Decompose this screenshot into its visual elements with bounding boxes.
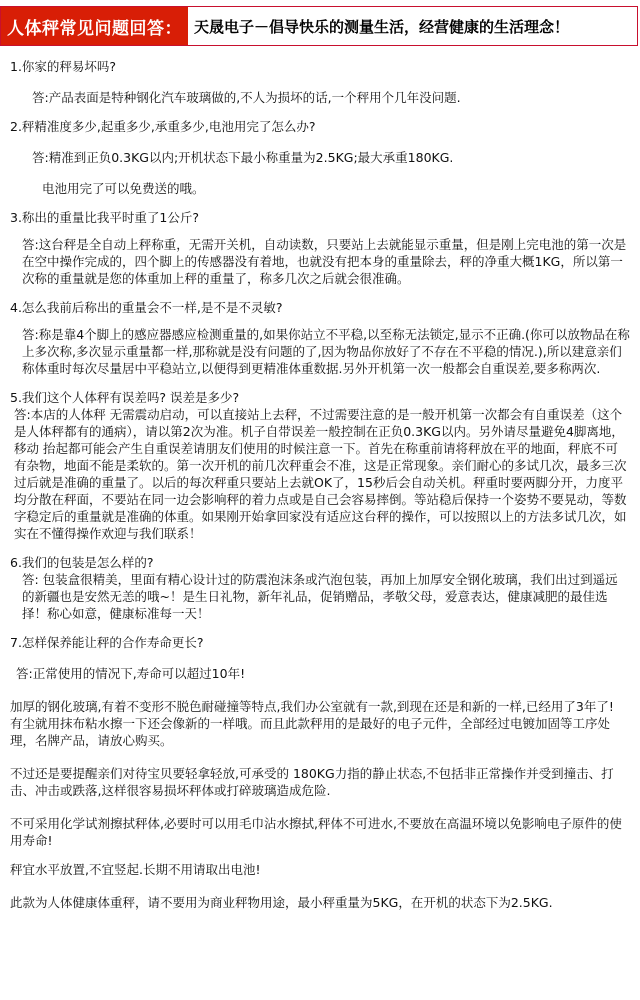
question: 2.秤精准度多少,起重多少,承重多少,电池用完了怎么办?: [10, 119, 316, 134]
question: 4.怎么我前后称出的重量会不一样,是不是不灵敏?: [10, 300, 283, 315]
answer: 答:精准到正负0.3KG以内;开机状态下最小称重量为2.5KG;最大承重180KG.: [32, 150, 454, 165]
answer-extra: 电池用完了可以免费送的哦。: [42, 181, 205, 196]
faq-item-5: [10, 389, 630, 542]
faq-item-1: [10, 58, 630, 106]
question: 5.我们这个人体秤有误差吗? 误差是多少?: [10, 390, 240, 405]
question: 3.称出的重量比我平时重了1公斤?: [10, 210, 200, 225]
faq-content: [10, 46, 630, 911]
answer: 答:称是靠4个脚上的感应器感应检测重量的,如果你站立不平稳,以至称无法锁定,显示不正确.(你可以放物品在称上多次称,多次显示重量都一样,那称就是没有问题的了,因为物品你放好了不存在不平稳的情况.),所以建意亲们称体重时每次尽量居中平稳站立,以便得到更精准体重数据.另外开机第一次一般都会自重误差,要多称两次.: [22, 327, 630, 376]
note-paragraph: 不可采用化学试剂擦拭秤体,必要时可以用毛巾沾水擦拭,秤体不可进水,不要放在高温环境以免影响电子原件的使用寿命!: [10, 816, 622, 848]
banner-title: 人体秤常见问题回答：: [1, 7, 188, 45]
banner-slogan: 天晟电子－倡导快乐的测量生活，经营健康的生活理念！: [194, 17, 570, 36]
faq-item-4: [10, 299, 630, 377]
question: 7.怎样保养能让秤的合作寿命更长?: [10, 635, 204, 650]
answer: 答:正常使用的情况下,寿命可以超过10年!: [16, 666, 246, 681]
header-banner: [0, 6, 638, 46]
question: 1.你家的秤易坏吗?: [10, 59, 117, 74]
answer: 答:本店的人体秤 无需震动启动，可以直接站上去秤，不过需要注意的是一般开机第一次都会有自重误差（这个是人体秤都有的通病），请以第2次为准。机子自带误差一般控制在正负0.3KG以内。另外请尽量避免4脚离地，移动 抬起都可能会产生自重误差请朋友们使用的时候注意一下。首先在称重前请将秤放在平的地面，秤底不可有杂物，地面不能是柔软的。第一次开机的前几次秤重会不准，这是正常现象。亲们耐心的多试几次，最多三次过后就是准确的重量了。以后的每次秤重只要站上去就OK了，15秒后会自动关机。秤重时要两脚分开，力度平均分散在秤面，不要站在同一边会影响秤的着力点或是自己会容易摔倒。等站稳后保持一个姿势不要晃动，等数字稳定后的重量就是准确的体重。如果刚开始拿回家没有适应这台秤的操作，可以按照以上的方法多试几次，如实在不懂得操作欢迎与我们联系！: [14, 407, 627, 541]
note-paragraph: 此款为人体健康体重秤，请不要用为商业秤物用途，最小秤重量为5KG，在开机的状态下为2.5KG.: [10, 895, 553, 910]
question: 6.我们的包装是怎么样的?: [10, 555, 154, 570]
faq-item-3: [10, 209, 630, 287]
note-paragraph: 不过还是要提醒亲们对待宝贝要轻拿轻放,可承受的 180KG力指的静止状态,不包括非正常操作并受到撞击、打击、冲击或跌落,这样很容易损坏秤体或打碎玻璃造成危险.: [10, 766, 614, 798]
answer: 答: 包装盒很精美，里面有精心设计过的防震泡沫条或汽泡包装，再加上加厚安全钢化玻璃，我们出过到遥远的新疆也是安然无恙的哦~！是生日礼物，新年礼品，促销赠品，孝敬父母，爱意表达，健康减肥的最佳选择！称心如意，健康标准每一天！: [22, 572, 618, 621]
faq-item-6: [10, 554, 630, 622]
faq-item-7: [10, 634, 630, 682]
answer: 答:这台秤是全自动上秤称重，无需开关机，自动读数，只要站上去就能显示重量，但是刚上完电池的第一次是在空中操作完成的，四个脚上的传感器没有着地，也就没有把本身的重量除去，秤的净重大概1KG，所以第一次称的重量就是您的体重加上秤的重量了，称多几次之后就会很准确。: [22, 237, 627, 286]
answer: 答:产品表面是特种钢化汽车玻璃做的,不人为损坏的话,一个秤用个几年没问题.: [32, 90, 461, 105]
faq-item-2: [10, 118, 630, 197]
note-paragraph: 秤宜水平放置,不宜竖起.长期不用请取出电池!: [10, 862, 261, 877]
note-paragraph: 加厚的钢化玻璃,有着不变形不脱色耐碰撞等特点,我们办公室就有一款,到现在还是和新的一样,已经用了3年了! 有尘就用抹布粘水擦一下还会像新的一样哦。而且此款秤用的是最好的电子元件，全部经过电镀加固等工序处理，名牌产品，请放心购买。: [10, 699, 614, 748]
